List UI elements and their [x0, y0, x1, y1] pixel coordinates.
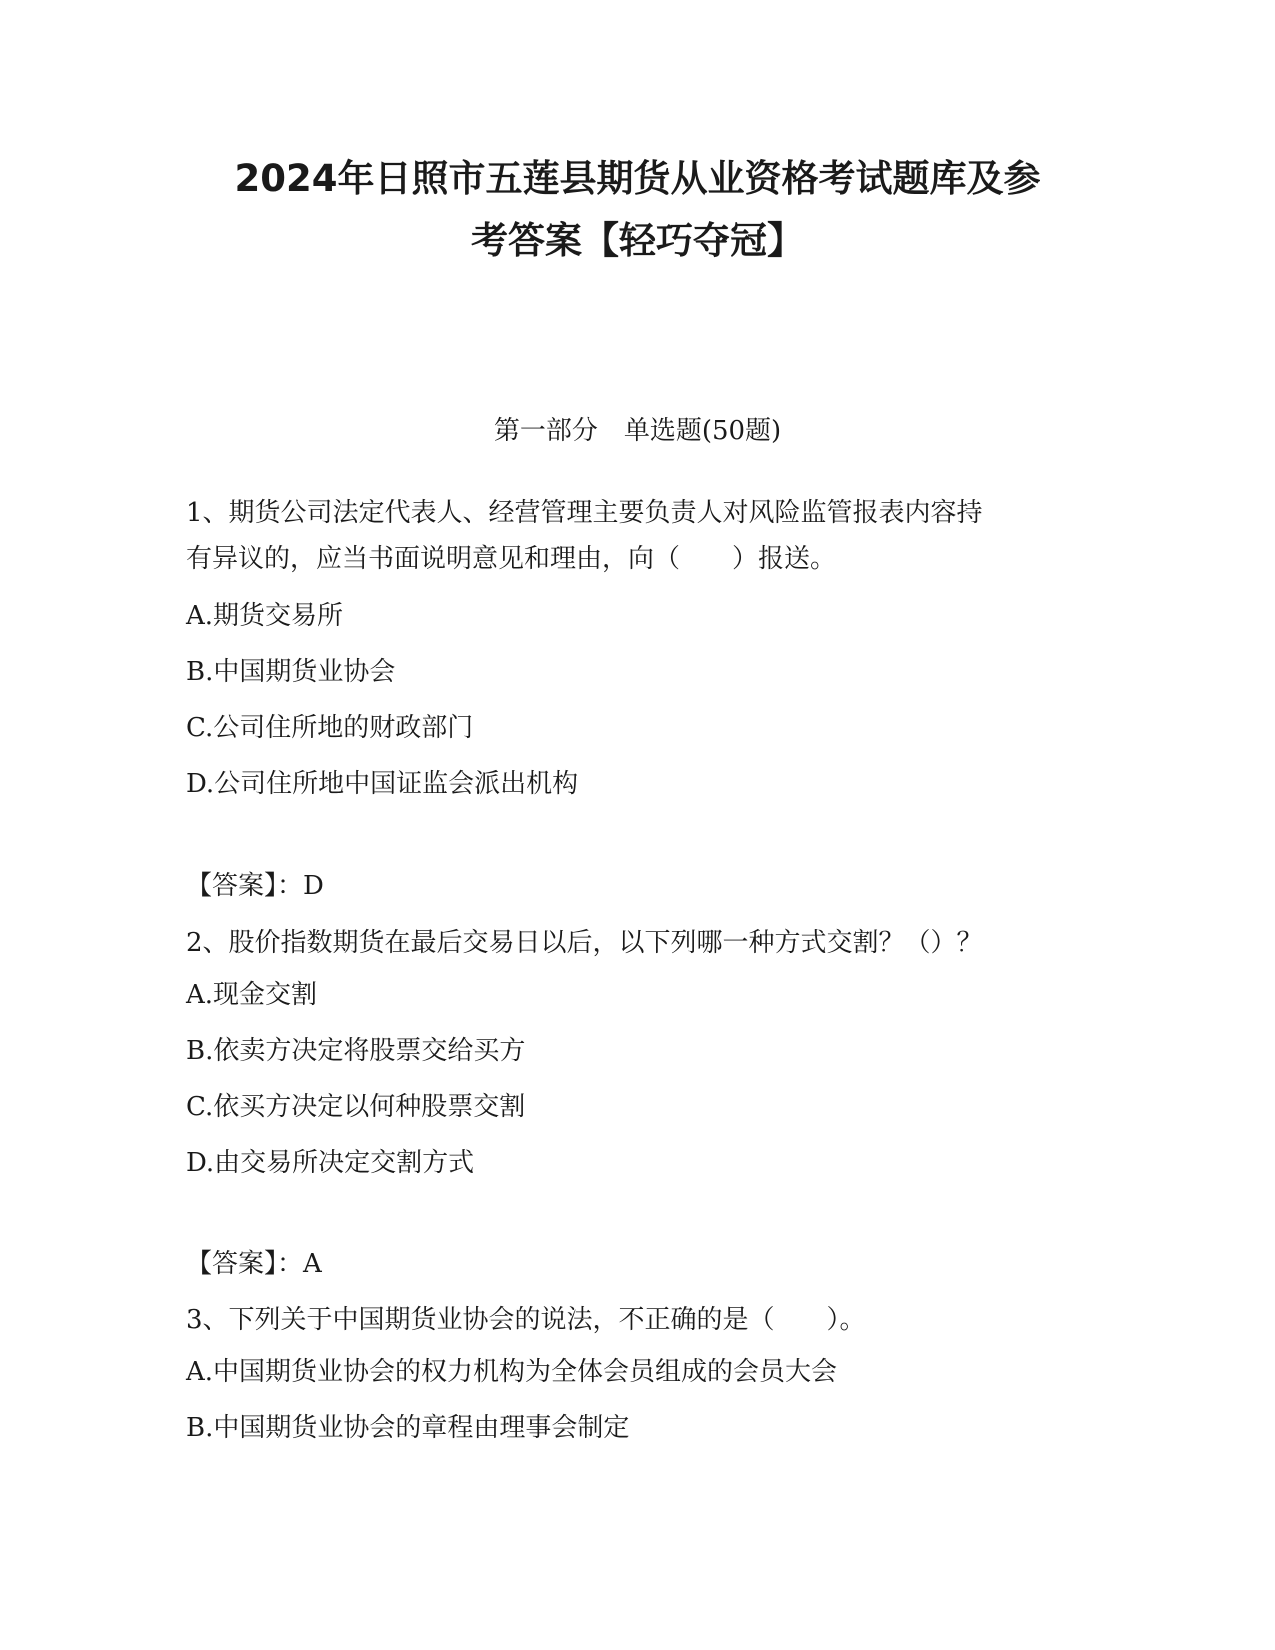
question-1-option-b: B.中国期货业协会 [186, 657, 396, 687]
question-2-option-a: A.现金交割 [186, 980, 318, 1010]
title-line-2: 考答案【轻巧夺冠】 [471, 219, 804, 262]
question-1-answer: 【答案】：D [186, 871, 324, 901]
question-1-stem-line-2: 有异议的，应当书面说明意见和理由，向（ ）报送。 [186, 544, 837, 574]
question-3-stem-line-1: 3、下列关于中国期货业协会的说法，不正确的是（ ）。 [186, 1305, 866, 1335]
question-2-stem-line-1: 2、股价指数期货在最后交易日以后，以下列哪一种方式交割？（）？ [186, 928, 983, 958]
title-line-1: 2024年日照市五莲县期货从业资格考试题库及参 [234, 157, 1041, 200]
section-title: 第一部分 单选题(50题) [493, 416, 782, 446]
question-1 [186, 490, 1086, 812]
question-3-option-a: A.中国期货业协会的权力机构为全体会员组成的会员大会 [186, 1357, 838, 1387]
question-2-option-c: C.依买方决定以何种股票交割 [186, 1092, 526, 1122]
document-title [150, 148, 1125, 272]
question-1-option-a: A.期货交易所 [186, 601, 344, 631]
question-1-option-d: D.公司住所地中国证监会派出机构 [186, 769, 579, 799]
question-2-option-d: D.由交易所决定交割方式 [186, 1148, 475, 1178]
question-1-option-c: C.公司住所地的财政部门 [186, 713, 474, 743]
question-3 [186, 1297, 1086, 1456]
question-2-option-b: B.依卖方决定将股票交给买方 [186, 1036, 526, 1066]
question-2-answer: 【答案】：A [186, 1249, 322, 1279]
question-3-option-b: B.中国期货业协会的章程由理事会制定 [186, 1413, 630, 1443]
question-1-stem-line-1: 1、期货公司法定代表人、经营管理主要负责人对风险监管报表内容持 [186, 498, 983, 528]
question-2 [186, 920, 1086, 1191]
